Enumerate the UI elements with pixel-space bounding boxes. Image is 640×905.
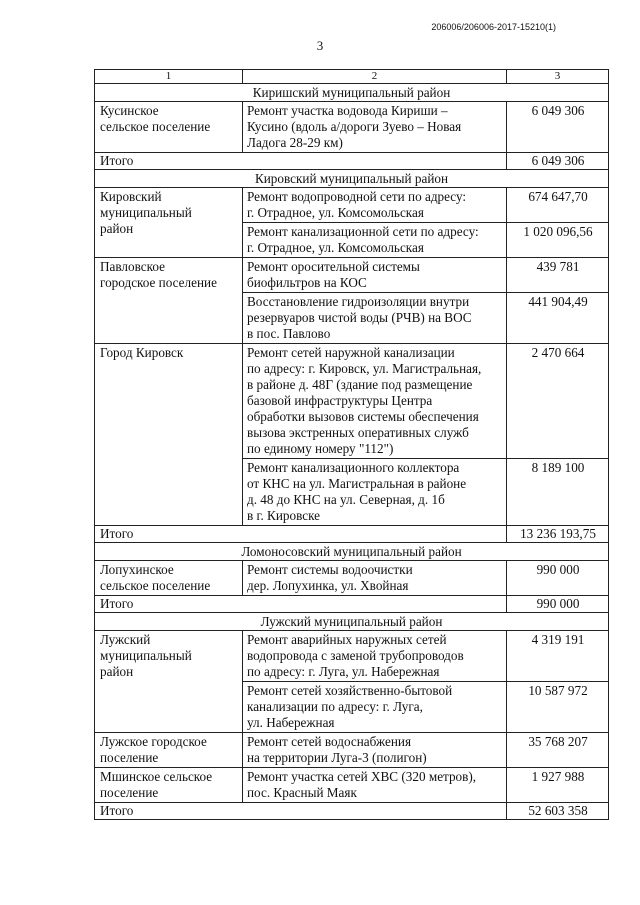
column-header-3: 3 — [507, 70, 609, 84]
recipient-cell: Лужский муниципальный район — [95, 631, 243, 733]
page-number: 3 — [316, 38, 324, 53]
recipient-cell: Кусинское сельское поселение — [95, 102, 243, 153]
district-header-row — [95, 543, 609, 561]
recipient-cell: Павловское городское поселение — [95, 258, 243, 344]
district-header-row — [95, 613, 609, 631]
work-description-cell: Восстановление гидроизоляции внутри резервуаров чистой воды (РЧВ) на ВОС в пос. Павлово — [243, 293, 507, 344]
recipient-cell: Мшинское сельское поселение — [95, 768, 243, 803]
work-description-cell: Ремонт канализационного коллектора от КНС на ул. Магистральная в районе д. 48 до КНС на ул. Северная, д. 1б в г. Кировске — [243, 459, 507, 526]
recipient-cell: Лужское городское поселение — [95, 733, 243, 768]
work-description-cell: Ремонт системы водоочистки дер. Лопухинка, ул. Хвойная — [243, 561, 507, 596]
work-description-cell: Ремонт оросительной системы биофильтров на КОС — [243, 258, 507, 293]
total-amount: 990 000 — [507, 596, 609, 613]
column-number-row — [95, 70, 609, 84]
work-description-cell: Ремонт аварийных наружных сетей водопровода с заменой трубопроводов по адресу: г. Луга, ул. Набережная — [243, 631, 507, 682]
table-row — [95, 631, 609, 682]
funding-table — [94, 69, 609, 820]
total-label: Итого — [95, 526, 507, 543]
table-row — [95, 344, 609, 459]
amount-cell: 10 587 972 — [507, 682, 609, 733]
amount-cell: 6 049 306 — [507, 102, 609, 153]
amount-cell: 441 904,49 — [507, 293, 609, 344]
table-row — [95, 102, 609, 153]
table-row — [95, 258, 609, 293]
work-description-cell: Ремонт сетей водоснабжения на территории Луга-3 (полигон) — [243, 733, 507, 768]
district-header-row — [95, 84, 609, 102]
total-label: Итого — [95, 803, 507, 820]
amount-cell: 4 319 191 — [507, 631, 609, 682]
document-id: 206006/206006-2017-15210(1) — [431, 22, 556, 32]
total-row — [95, 803, 609, 820]
recipient-cell: Кировский муниципальный район — [95, 188, 243, 258]
amount-cell: 2 470 664 — [507, 344, 609, 459]
total-amount: 52 603 358 — [507, 803, 609, 820]
amount-cell: 1 927 988 — [507, 768, 609, 803]
work-description-cell: Ремонт сетей наружной канализации по адресу: г. Кировск, ул. Магистральная, в районе д. 48Г (здание под размещение базовой инфраструктуры Центра обработки вызовов системы обеспечения вызова экстренных оперативных служб по единому номеру "112") — [243, 344, 507, 459]
amount-cell: 1 020 096,56 — [507, 223, 609, 258]
total-row — [95, 596, 609, 613]
amount-cell: 674 647,70 — [507, 188, 609, 223]
district-title: Лужский муниципальный район — [95, 613, 609, 631]
amount-cell: 35 768 207 — [507, 733, 609, 768]
work-description-cell: Ремонт водопроводной сети по адресу: г. Отрадное, ул. Комсомольская — [243, 188, 507, 223]
column-header-2: 2 — [243, 70, 507, 84]
work-description-cell: Ремонт участка водовода Кириши – Кусино (вдоль а/дороги Зуево – Новая Ладога 28-29 км) — [243, 102, 507, 153]
amount-cell: 990 000 — [507, 561, 609, 596]
table-row — [95, 561, 609, 596]
work-description-cell: Ремонт участка сетей ХВС (320 метров), пос. Красный Маяк — [243, 768, 507, 803]
recipient-cell: Город Кировск — [95, 344, 243, 526]
total-amount: 6 049 306 — [507, 153, 609, 170]
total-label: Итого — [95, 596, 507, 613]
district-header-row — [95, 170, 609, 188]
district-title: Киришский муниципальный район — [95, 84, 609, 102]
table-row — [95, 188, 609, 223]
total-label: Итого — [95, 153, 507, 170]
total-row — [95, 526, 609, 543]
amount-cell: 8 189 100 — [507, 459, 609, 526]
column-header-1: 1 — [95, 70, 243, 84]
table-row — [95, 733, 609, 768]
table-row — [95, 768, 609, 803]
amount-cell: 439 781 — [507, 258, 609, 293]
work-description-cell: Ремонт канализационной сети по адресу: г. Отрадное, ул. Комсомольская — [243, 223, 507, 258]
total-amount: 13 236 193,75 — [507, 526, 609, 543]
district-title: Кировский муниципальный район — [95, 170, 609, 188]
district-title: Ломоносовский муниципальный район — [95, 543, 609, 561]
total-row — [95, 153, 609, 170]
recipient-cell: Лопухинское сельское поселение — [95, 561, 243, 596]
work-description-cell: Ремонт сетей хозяйственно-бытовой канализации по адресу: г. Луга, ул. Набережная — [243, 682, 507, 733]
